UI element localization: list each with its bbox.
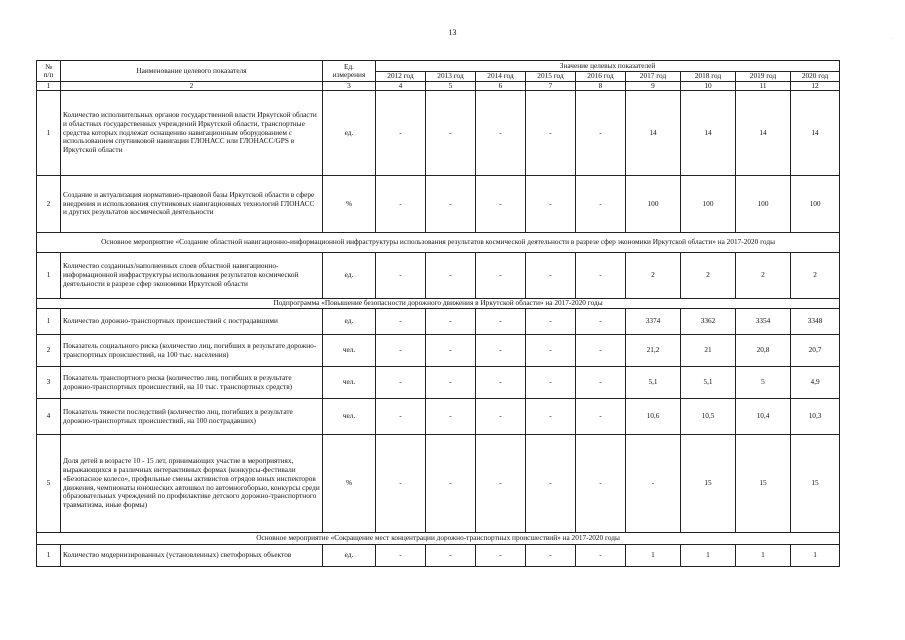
- table-body: [37, 61, 840, 567]
- unit-cell: ед.: [323, 309, 376, 335]
- value-cell: 3374: [626, 309, 681, 335]
- table-row: [37, 435, 840, 533]
- unit-cell: ед.: [323, 253, 376, 299]
- header-year: 2018 год: [681, 72, 736, 82]
- value-cell: 20,8: [736, 335, 791, 367]
- value-cell: -: [576, 309, 626, 335]
- value-cell: -: [576, 399, 626, 435]
- value-cell: -: [576, 91, 626, 176]
- header-group: Значение целевых показателей: [376, 61, 840, 72]
- unit-cell: чел.: [323, 335, 376, 367]
- table-row: [37, 545, 840, 567]
- unit-cell: %: [323, 435, 376, 533]
- value-cell: 10,4: [736, 399, 791, 435]
- column-index: 9: [626, 82, 681, 91]
- indicator-name: Количество модернизированных (установленных) светофорных объектов: [61, 545, 323, 567]
- value-cell: -: [476, 335, 526, 367]
- value-cell: 20,7: [791, 335, 840, 367]
- column-index: 3: [323, 82, 376, 91]
- value-cell: -: [526, 335, 576, 367]
- value-cell: -: [476, 545, 526, 567]
- table-row: [37, 309, 840, 335]
- page-number: 13: [448, 28, 457, 37]
- value-cell: -: [476, 399, 526, 435]
- value-cell: 10,3: [791, 399, 840, 435]
- value-cell: -: [426, 309, 476, 335]
- value-cell: 3362: [681, 309, 736, 335]
- value-cell: -: [426, 335, 476, 367]
- value-cell: 2: [791, 253, 840, 299]
- value-cell: -: [626, 435, 681, 533]
- table-row: [37, 176, 840, 233]
- value-cell: 100: [791, 176, 840, 233]
- indicator-name: Количество исполнительных органов государственной власти Иркутской области и областных государственных учреждений Иркутской области, транспортные средства которых подлежат оснащению навигационным оборудованием с использованием спутниковой навигации ГЛОНАСС или ГЛОНАСС/GPS в Иркутской области: [61, 91, 323, 176]
- value-cell: -: [476, 309, 526, 335]
- value-cell: 1: [626, 545, 681, 567]
- section-row: [37, 533, 840, 545]
- section-title: Подпрограмма «Повышение безопасности дорожного движения в Иркутской области» на 2017-2020 годы: [37, 299, 840, 309]
- indicator-name: Показатель транспортного риска (количество лиц, погибших в результате дорожно-транспортных происшествий, на 10 тыс. транспортных средств): [61, 367, 323, 399]
- value-cell: -: [526, 91, 576, 176]
- value-cell: -: [576, 335, 626, 367]
- header-year: 2012 год: [376, 72, 426, 82]
- value-cell: -: [526, 435, 576, 533]
- column-index: 2: [61, 82, 323, 91]
- value-cell: -: [376, 367, 426, 399]
- header-year: 2015 год: [526, 72, 576, 82]
- indicator-name: Показатель социального риска (количество лиц, погибших в результате дорожно-транспортных происшествий, на 100 тыс. населения): [61, 335, 323, 367]
- value-cell: 14: [736, 91, 791, 176]
- value-cell: 21,2: [626, 335, 681, 367]
- table-row: [37, 399, 840, 435]
- column-index: 4: [376, 82, 426, 91]
- header-num: № п/п: [37, 61, 61, 82]
- value-cell: -: [526, 176, 576, 233]
- value-cell: -: [526, 367, 576, 399]
- table-row: [37, 253, 840, 299]
- row-number: 1: [37, 253, 61, 299]
- row-number: 3: [37, 367, 61, 399]
- value-cell: 2: [681, 253, 736, 299]
- value-cell: -: [376, 545, 426, 567]
- value-cell: 2: [626, 253, 681, 299]
- value-cell: 10,5: [681, 399, 736, 435]
- unit-cell: %: [323, 176, 376, 233]
- table-row: [37, 367, 840, 399]
- value-cell: 15: [791, 435, 840, 533]
- header-index-row: [37, 82, 840, 91]
- value-cell: 3354: [736, 309, 791, 335]
- value-cell: -: [426, 176, 476, 233]
- value-cell: -: [526, 253, 576, 299]
- value-cell: 1: [681, 545, 736, 567]
- indicator-name: Доля детей в возрасте 10 - 15 лет, принимающих участие в мероприятиях, выражающихся в различных интерактивных формах (конкурсы-фестивали «Безопасное колесо», профильные смены активистов отрядов юных инспекторов движения, чемпионаты юношеских автошкол по автомногоборью, конкурсы среди образовательных учреждений по профилактике детского дорожно-транспортного травматизма, иные формы): [61, 435, 323, 533]
- table-row: [37, 91, 840, 176]
- column-index: 8: [576, 82, 626, 91]
- column-index: 12: [791, 82, 840, 91]
- indicator-name: Показатель тяжести последствий (количество лиц, погибших в результате дорожно-транспортных происшествий, на 100 пострадавших): [61, 399, 323, 435]
- value-cell: 21: [681, 335, 736, 367]
- value-cell: -: [526, 309, 576, 335]
- value-cell: -: [476, 435, 526, 533]
- row-number: 1: [37, 91, 61, 176]
- section-title: Основное мероприятие «Создание областной навигационно-информационной инфраструктуры использования результатов космической деятельности в разрезе сфер экономики Иркутской области» на 2017-2020 годы: [37, 233, 840, 253]
- value-cell: 14: [626, 91, 681, 176]
- value-cell: 3348: [791, 309, 840, 335]
- value-cell: 15: [736, 435, 791, 533]
- row-number: 2: [37, 176, 61, 233]
- row-number: 1: [37, 545, 61, 567]
- value-cell: -: [426, 399, 476, 435]
- header-year: 2013 год: [426, 72, 476, 82]
- value-cell: -: [476, 253, 526, 299]
- value-cell: 100: [736, 176, 791, 233]
- value-cell: -: [576, 435, 626, 533]
- value-cell: 5: [736, 367, 791, 399]
- column-index: 7: [526, 82, 576, 91]
- value-cell: -: [376, 335, 426, 367]
- column-index: 10: [681, 82, 736, 91]
- header-name: Наименование целевого показателя: [61, 61, 323, 82]
- unit-cell: ед.: [323, 545, 376, 567]
- value-cell: 100: [681, 176, 736, 233]
- column-index: 6: [476, 82, 526, 91]
- unit-cell: чел.: [323, 399, 376, 435]
- value-cell: 10,6: [626, 399, 681, 435]
- value-cell: -: [576, 545, 626, 567]
- value-cell: 4,9: [791, 367, 840, 399]
- value-cell: -: [376, 309, 426, 335]
- column-index: 1: [37, 82, 61, 91]
- row-number: 1: [37, 309, 61, 335]
- target-indicators-table: [36, 60, 840, 567]
- indicator-name: Количество созданных/наполненных слоев областной навигационно-информационной инфраструктуры использования результатов космической деятельности в разрезе сфер экономики Иркутской области: [61, 253, 323, 299]
- indicator-name: Создание и актуализация нормативно-правовой базы Иркутской области в сфере внедрения и использования спутниковых навигационных технологий ГЛОНАСС и других результатов космической деятельности: [61, 176, 323, 233]
- value-cell: 5,1: [626, 367, 681, 399]
- value-cell: 14: [681, 91, 736, 176]
- value-cell: -: [476, 91, 526, 176]
- header-year: 2017 год: [626, 72, 681, 82]
- header-unit: Ед. измерения: [323, 61, 376, 82]
- value-cell: 15: [681, 435, 736, 533]
- value-cell: 1: [736, 545, 791, 567]
- unit-cell: ед.: [323, 91, 376, 176]
- header-year: 2014 год: [476, 72, 526, 82]
- column-index: 11: [736, 82, 791, 91]
- value-cell: -: [376, 176, 426, 233]
- value-cell: -: [426, 253, 476, 299]
- header-year: 2016 год: [576, 72, 626, 82]
- row-number: 5: [37, 435, 61, 533]
- value-cell: -: [376, 399, 426, 435]
- value-cell: -: [426, 367, 476, 399]
- value-cell: -: [376, 435, 426, 533]
- value-cell: -: [426, 435, 476, 533]
- value-cell: -: [476, 367, 526, 399]
- value-cell: -: [376, 253, 426, 299]
- header-year: 2020 год: [791, 72, 840, 82]
- value-cell: -: [576, 367, 626, 399]
- section-row: [37, 233, 840, 253]
- unit-cell: чел.: [323, 367, 376, 399]
- section-row: [37, 299, 840, 309]
- table-row: [37, 335, 840, 367]
- section-title: Основное мероприятие «Сокращение мест концентрации дорожно-транспортных происшествий» на 2017-2020 годы: [37, 533, 840, 545]
- header-row-top: [37, 61, 840, 72]
- value-cell: 2: [736, 253, 791, 299]
- value-cell: -: [376, 91, 426, 176]
- value-cell: -: [576, 176, 626, 233]
- value-cell: -: [426, 545, 476, 567]
- value-cell: -: [526, 399, 576, 435]
- value-cell: 5,1: [681, 367, 736, 399]
- column-index: 5: [426, 82, 476, 91]
- row-number: 2: [37, 335, 61, 367]
- value-cell: 100: [626, 176, 681, 233]
- value-cell: -: [426, 91, 476, 176]
- row-number: 4: [37, 399, 61, 435]
- corner-mark: ·: [891, 36, 893, 42]
- value-cell: -: [576, 253, 626, 299]
- header-year: 2019 год: [736, 72, 791, 82]
- indicator-name: Количество дорожно-транспортных происшествий с пострадавшими: [61, 309, 323, 335]
- value-cell: 1: [791, 545, 840, 567]
- value-cell: -: [526, 545, 576, 567]
- value-cell: -: [476, 176, 526, 233]
- value-cell: 14: [791, 91, 840, 176]
